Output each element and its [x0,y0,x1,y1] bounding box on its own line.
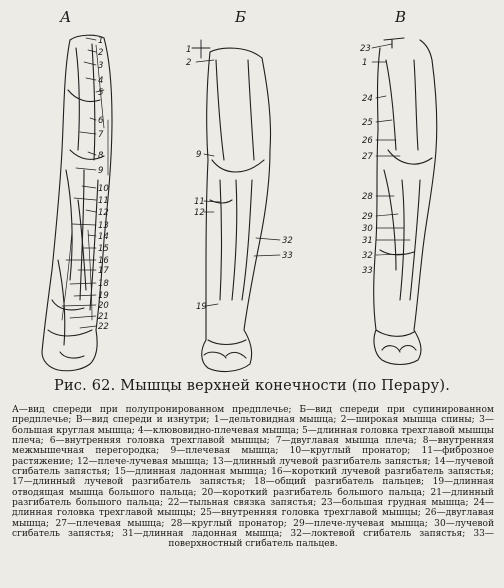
label-c-32: 32 [362,251,373,261]
label-a-13: 13 [98,221,109,231]
label-c-33: 33 [362,266,373,276]
label-b-33: 33 [282,251,293,261]
label-a-2: 2 [98,48,104,58]
label-a-22: 22 [98,322,109,332]
panel-b-labels [186,45,293,312]
arm-drawing-b [192,40,280,371]
label-b-2: 2 [186,58,192,68]
label-c-28: 28 [362,192,373,202]
label-a-8: 8 [98,151,104,161]
label-a-20: 20 [98,301,109,311]
panel-letter-a: А [60,8,72,26]
label-c-23: 23 [360,44,371,54]
label-c-24: 24 [362,94,373,104]
label-c-31: 31 [362,236,373,246]
label-a-4: 4 [98,76,104,86]
label-a-9: 9 [98,166,104,176]
label-b-11: 11 [194,197,205,207]
label-b-1: 1 [186,45,192,55]
panel-letter-c: В [395,8,407,26]
label-a-21: 21 [98,312,109,322]
figure-legend: А—вид спереди при полупронированном предплечье; Б—вид спереди при супинированном предплечье; В—вид спереди и изнутри; 1—дельтовидная мышца; 2—широкая мышца спины; 3—большая круглая мышца; 4—клювовидно-плечевая мышца; 5—длинная головка трехглавой мышцы плеча; 6—внутренняя головка трехглавой мышцы; 7—двуглавая мышца плеча; 8—внутренняя межмышечная перегородка; 9—плечевая мышца; 10—круглый пронатор; 11—фиброзное растяжение; 12—плече-лучевая мышца; 13—длинный лучевой разгибатель запястья; 14—лучевой сгибатель запястья; 15—длинная ладонная мышца; 16—короткий лучевой разгибатель запястья; 17—длинный лучевой разгибатель запястья; 18—общий разгибатель пальцев; 19—длинная отводящая мышца большого пальца; 20—короткий разгибатель большого пальца; 21—длинный разгибатель большого пальца; 22—тыльная связка запястья; 23—большая грудная мышца; 24—длинная головка трехглавой мышцы; 25—внутренняя головка трехглавой мышцы; 26—двуглавая мышца; 27—плечевая мышца; 28—круглый пронатор; 29—плече-лучевая мышца; 30—лучевой сгибатель запястья; 31—длинная ладонная мышца; 32—локтевой сгибатель запястья; 33—поверхностный сгибатель пальцев. [12,405,494,550]
label-c-1: 1 [362,58,368,68]
label-b-32: 32 [282,236,293,246]
panel-a-labels [98,36,109,332]
label-b-12: 12 [194,208,205,218]
label-a-7: 7 [98,130,104,140]
label-a-12: 12 [98,208,109,218]
label-c-25: 25 [362,118,373,128]
label-c-27: 27 [362,152,373,162]
label-c-30: 30 [362,224,373,234]
label-a-16: 16 [98,256,109,266]
label-c-29: 29 [362,212,373,222]
label-a-11: 11 [98,196,109,206]
label-a-5: 5 [98,88,104,98]
panel-letter-b: Б [235,8,247,26]
arm-drawing-c [372,38,437,365]
label-a-19: 19 [98,291,109,301]
label-c-26: 26 [362,136,373,146]
figure-caption: Рис. 62. Мышцы верхней конечности (по Перару). [53,378,451,394]
label-b-19: 19 [196,302,207,312]
label-a-10: 10 [98,184,109,194]
label-b-9: 9 [196,150,202,160]
label-a-14: 14 [98,232,109,242]
panel-c-labels [360,44,373,276]
label-a-3: 3 [98,61,104,71]
label-a-18: 18 [98,279,109,289]
label-a-15: 15 [98,244,109,254]
label-a-17: 17 [98,266,109,276]
label-a-1: 1 [98,36,104,46]
label-a-6: 6 [98,116,104,126]
